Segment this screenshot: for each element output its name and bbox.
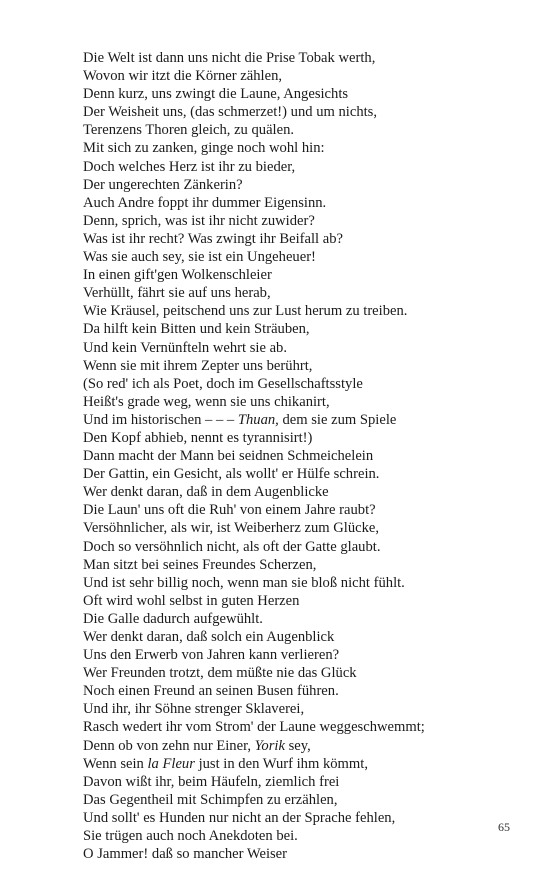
poem-line: Der Weisheit uns, (das schmerzet!) und um nichts, — [83, 104, 378, 121]
poem-line: Rasch wedert ihr vom Strom' der Laune weggeschwemmt; — [83, 719, 425, 736]
poem-line: Der ungerechten Zänkerin? — [83, 176, 243, 193]
poem-line: Was ist ihr recht? Was zwingt ihr Beifall ab? — [83, 230, 343, 247]
italic-name: Thuan, — [237, 411, 279, 428]
poem-line: Oft wird wohl selbst in guten Herzen — [83, 592, 300, 609]
poem-line — [83, 737, 523, 755]
poem-line: Wer denkt daran, daß in dem Augenblicke — [83, 484, 329, 501]
page-number: 65 — [498, 820, 510, 834]
poem-line: Doch so versöhnlich nicht, als oft der Gatte glaubt. — [83, 538, 381, 555]
italic-name: la Fleur — [147, 755, 195, 772]
poem-line: Terenzens Thoren gleich, zu quälen. — [83, 122, 295, 139]
poem-line: Und sollt' es Hunden nur nicht an der Sprache fehlen, — [83, 809, 396, 826]
poem-line: Mit sich zu zanken, ginge noch wohl hin: — [83, 140, 325, 157]
line-segment: Und im historischen – – – — [83, 411, 238, 428]
poem-line: O Jammer! daß so mancher Weiser — [83, 846, 288, 863]
poem-line: Da hilft kein Bitten und kein Sträuben, — [83, 321, 310, 338]
poem-line: Versöhnlicher, als wir, ist Weiberherz zum Glücke, — [83, 520, 380, 537]
poem-line: Und ihr, ihr Söhne strenger Sklaverei, — [83, 701, 305, 718]
poem-line: Die Galle dadurch aufgewühlt. — [83, 610, 263, 627]
poem-line: Und kein Vernünfteln wehrt sie ab. — [83, 339, 287, 356]
poem-line: Doch welches Herz ist ihr zu bieder, — [83, 158, 296, 175]
poem-line: Wenn sie mit ihrem Zepter uns berührt, — [83, 357, 313, 374]
poem-line: Davon wißt ihr, beim Häufeln, ziemlich frei — [83, 773, 340, 790]
poem-line: Das Gegentheil mit Schimpfen zu erzählen, — [83, 791, 338, 808]
poem-text — [83, 49, 523, 863]
poem-line: Wer Freunden trotzt, dem müßte nie das Glück — [83, 665, 357, 682]
line-segment: Wenn sein — [83, 755, 148, 772]
poem-line: Wie Kräusel, peitschend uns zur Lust herum zu treiben. — [83, 303, 408, 320]
poem-line: Was sie auch sey, sie ist ein Ungeheuer! — [83, 249, 316, 266]
line-segment: Denn ob von zehn nur Einer, — [83, 737, 255, 754]
poem-line: Und ist sehr billig noch, wenn man sie bloß nicht fühlt. — [83, 574, 405, 591]
poem-line — [83, 411, 523, 429]
poem-line: Denn, sprich, was ist ihr nicht zuwider? — [83, 212, 315, 229]
poem-line: Uns den Erwerb von Jahren kann verlieren? — [83, 647, 340, 664]
italic-name: Yorik — [254, 737, 285, 754]
line-segment: dem sie zum Spiele — [278, 411, 397, 428]
poem-line: Auch Andre foppt ihr dummer Eigensinn. — [83, 194, 327, 211]
poem-line: Der Gattin, ein Gesicht, als wollt' er Hülfe schrein. — [83, 466, 380, 483]
poem-line: Den Kopf abhieb, nennt es tyrannisirt!) — [83, 429, 313, 446]
poem-line: Wer denkt daran, daß solch ein Augenblick — [83, 629, 335, 645]
poem-line: Die Laun' uns oft die Ruh' von einem Jahre raubt? — [83, 502, 376, 519]
poem-line: Sie trügen auch noch Anekdoten bei. — [83, 828, 298, 845]
poem-line: Verhüllt, fährt sie auf uns herab, — [83, 285, 271, 302]
poem-line — [83, 755, 523, 773]
poem-line: Denn kurz, uns zwingt die Laune, Angesichts — [83, 86, 349, 103]
poem-line: Dann macht der Mann bei seidnen Schmeichelein — [83, 448, 374, 465]
poem-line: Wovon wir itzt die Körner zählen, — [83, 68, 283, 85]
line-segment: just in den Wurf ihm kömmt, — [194, 755, 368, 772]
poem-line: Die Welt ist dann uns nicht die Prise Tobak werth, — [83, 50, 376, 66]
poem-line: (So red' ich als Poet, doch im Gesellschaftsstyle — [83, 375, 363, 392]
poem-line: Noch einen Freund an seinen Busen führen. — [83, 683, 339, 700]
poem-line: In einen gift'gen Wolkenschleier — [83, 267, 272, 284]
line-segment: sey, — [284, 737, 311, 754]
poem-line: Heißt's grade weg, wenn sie uns chikanirt, — [83, 393, 330, 410]
poem-line: Man sitzt bei seines Freundes Scherzen, — [83, 556, 317, 573]
